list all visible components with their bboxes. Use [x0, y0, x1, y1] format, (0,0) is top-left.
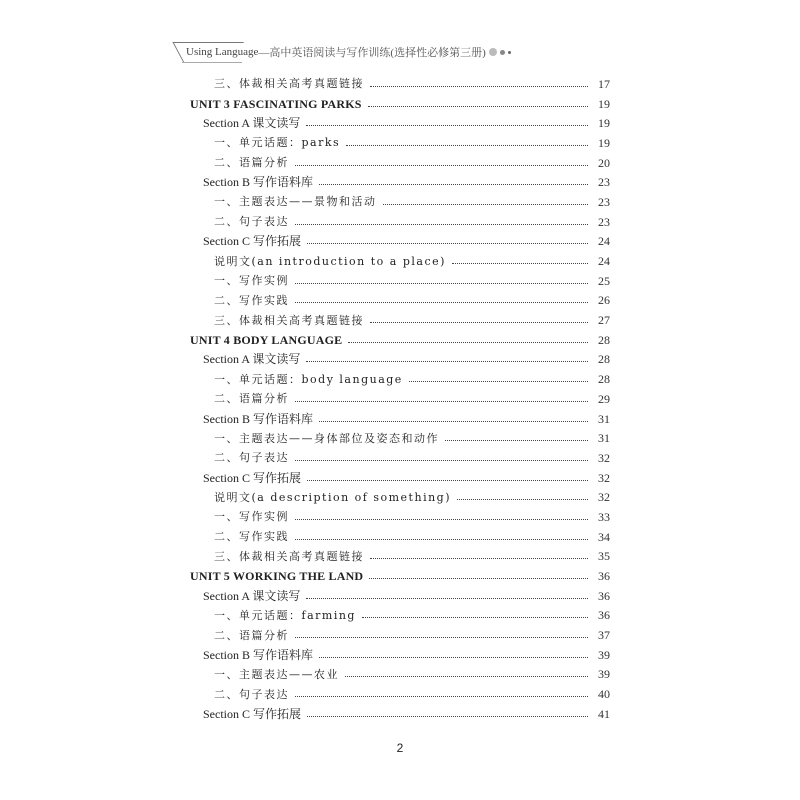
- toc-entry-title: 一、单元话题：body language: [214, 372, 403, 386]
- dot-leader: [295, 223, 588, 225]
- toc-entry-page: 19: [598, 135, 610, 150]
- toc-entry-page: 28: [598, 352, 610, 367]
- toc-entry-title: Section B 写作语料库: [203, 647, 313, 662]
- toc-entry-item[interactable]: [190, 527, 610, 547]
- toc-entry-title: 一、单元话题：parks: [214, 136, 341, 150]
- toc-entry-page: 32: [598, 470, 610, 485]
- toc-entry-unit[interactable]: [190, 94, 610, 114]
- toc-entry-title: 二、句子表达: [214, 687, 289, 701]
- toc-entry-title: 一、主题表达——景物和活动: [214, 195, 377, 209]
- toc-entry-title: Section C 写作拓展: [203, 234, 301, 249]
- series-name: Using Language: [186, 46, 259, 58]
- toc-entry-page: 36: [598, 569, 610, 584]
- toc-entry-item[interactable]: [190, 606, 610, 626]
- toc-entry-page: 31: [598, 411, 610, 426]
- toc-entry-item[interactable]: [190, 133, 610, 153]
- dot-leader: [457, 498, 588, 500]
- book-title: —高中英语阅读与写作训练(选择性必修第三册): [258, 47, 486, 59]
- toc-entry-title: Section A 课文读写: [203, 588, 301, 603]
- toc-entry-title: 二、写作实践: [214, 293, 289, 307]
- toc-entry-item[interactable]: [190, 369, 610, 389]
- dot-leader: [306, 597, 588, 599]
- toc-entry-page: 32: [598, 450, 610, 465]
- dot-leader: [452, 262, 588, 264]
- toc-entry-section[interactable]: [190, 586, 610, 606]
- dot-leader: [307, 715, 588, 717]
- toc-entry-item[interactable]: [190, 291, 610, 311]
- dot-leader: [295, 538, 588, 540]
- toc-entry-title: Section A 课文读写: [203, 352, 301, 367]
- dot-leader: [307, 479, 588, 481]
- dot-leader: [362, 616, 588, 618]
- dot-leader: [319, 656, 588, 658]
- toc-entry-title: 一、单元话题：farming: [214, 608, 356, 622]
- dot-leader: [295, 164, 588, 166]
- dot-leader: [295, 400, 588, 402]
- toc-entry-title: Section B 写作语料库: [203, 411, 313, 426]
- page-number: 2: [396, 741, 404, 755]
- toc-entry-section[interactable]: [190, 113, 610, 133]
- toc-entry-page: 24: [598, 234, 610, 249]
- toc-entry-item[interactable]: [190, 153, 610, 173]
- toc-entry-section[interactable]: [190, 645, 610, 665]
- toc-entry-title: 二、语篇分析: [214, 392, 289, 406]
- dot-icon: [508, 51, 511, 54]
- toc-entry-page: 34: [598, 529, 610, 544]
- toc-entry-item[interactable]: [190, 271, 610, 291]
- toc-entry-title: Section B 写作语料库: [203, 175, 313, 190]
- dot-leader: [295, 301, 588, 303]
- dot-leader: [348, 341, 588, 343]
- dot-leader: [307, 242, 588, 244]
- dot-leader: [445, 439, 588, 441]
- dot-leader: [409, 380, 588, 382]
- dot-leader: [346, 144, 588, 146]
- dot-leader: [345, 675, 588, 677]
- toc-entry-section[interactable]: [190, 350, 610, 370]
- toc-entry-title: Section C 写作拓展: [203, 470, 301, 485]
- header-slant-decoration: [172, 42, 254, 63]
- toc-entry-item[interactable]: [190, 389, 610, 409]
- dot-leader: [370, 321, 588, 323]
- toc-entry-page: 32: [598, 490, 610, 505]
- toc-entry-title: 二、句子表达: [214, 451, 289, 465]
- table-of-contents: [190, 74, 610, 724]
- dot-leader: [370, 85, 588, 87]
- dot-leader: [306, 124, 588, 126]
- toc-entry-title: 一、写作实例: [214, 510, 289, 524]
- toc-entry-page: 37: [598, 628, 610, 643]
- toc-entry-page: 25: [598, 273, 610, 288]
- toc-entry-title: 二、语篇分析: [214, 628, 289, 642]
- toc-entry-page: 31: [598, 431, 610, 446]
- header-underline-decoration: [182, 62, 242, 63]
- toc-entry-title: 三、体裁相关高考真题链接: [214, 549, 364, 563]
- dot-leader: [319, 420, 588, 422]
- toc-entry-title: 二、句子表达: [214, 215, 289, 229]
- toc-entry-page: 23: [598, 214, 610, 229]
- toc-entry-unit[interactable]: [190, 330, 610, 350]
- toc-entry-page: 41: [598, 706, 610, 721]
- toc-entry-page: 36: [598, 588, 610, 603]
- toc-entry-item[interactable]: [190, 665, 610, 685]
- toc-entry-page: 40: [598, 687, 610, 702]
- toc-entry-title: 三、体裁相关高考真题链接: [214, 313, 364, 327]
- toc-entry-page: 28: [598, 372, 610, 387]
- toc-entry-title: 说明文(an introduction to a place): [214, 254, 446, 268]
- toc-entry-item[interactable]: [190, 74, 610, 94]
- toc-entry-title: 二、语篇分析: [214, 156, 289, 170]
- toc-entry-title: UNIT 4 BODY LANGUAGE: [190, 332, 343, 347]
- toc-entry-page: 36: [598, 608, 610, 623]
- toc-entry-page: 39: [598, 647, 610, 662]
- toc-entry-page: 33: [598, 509, 610, 524]
- running-header: [186, 44, 511, 60]
- toc-entry-page: 35: [598, 549, 610, 564]
- toc-entry-item[interactable]: [190, 448, 610, 468]
- dot-leader: [295, 459, 588, 461]
- dot-leader: [295, 518, 588, 520]
- toc-entry-page: 23: [598, 175, 610, 190]
- toc-entry-title: Section A 课文读写: [203, 116, 301, 131]
- header-dots-decoration: [489, 48, 511, 56]
- toc-entry-item[interactable]: [190, 507, 610, 527]
- toc-entry-item[interactable]: [190, 625, 610, 645]
- toc-entry-section[interactable]: [190, 468, 610, 488]
- toc-entry-page: 29: [598, 391, 610, 406]
- dot-leader: [370, 557, 588, 559]
- toc-entry-page: 19: [598, 116, 610, 131]
- dot-leader: [383, 203, 589, 205]
- toc-entry-unit[interactable]: [190, 566, 610, 586]
- dot-leader: [295, 282, 588, 284]
- dot-icon: [500, 50, 505, 55]
- toc-entry-page: 23: [598, 194, 610, 209]
- dot-leader: [306, 360, 588, 362]
- toc-entry-section[interactable]: [190, 232, 610, 252]
- dot-leader: [369, 577, 588, 579]
- toc-entry-page: 39: [598, 667, 610, 682]
- toc-entry-page: 17: [598, 76, 610, 91]
- toc-entry-item[interactable]: [190, 428, 610, 448]
- toc-entry-item[interactable]: [190, 212, 610, 232]
- toc-entry-section[interactable]: [190, 172, 610, 192]
- toc-entry-page: 28: [598, 332, 610, 347]
- toc-entry-item[interactable]: [190, 684, 610, 704]
- dot-leader: [368, 105, 588, 107]
- toc-entry-title: 说明文(a description of something): [214, 490, 452, 504]
- toc-entry-item[interactable]: [190, 487, 610, 507]
- toc-entry-page: 26: [598, 293, 610, 308]
- toc-entry-page: 20: [598, 155, 610, 170]
- toc-entry-title: UNIT 3 FASCINATING PARKS: [190, 96, 362, 111]
- toc-entry-item[interactable]: [190, 251, 610, 271]
- dot-icon: [489, 48, 497, 56]
- dot-leader: [295, 636, 588, 638]
- toc-entry-title: 一、主题表达——农业: [214, 667, 339, 681]
- toc-entry-item[interactable]: [190, 192, 610, 212]
- toc-entry-item[interactable]: [190, 310, 610, 330]
- toc-entry-item[interactable]: [190, 547, 610, 567]
- toc-entry-title: 一、主题表达——身体部位及姿态和动作: [214, 431, 439, 445]
- toc-entry-section[interactable]: [190, 704, 610, 724]
- toc-entry-title: UNIT 5 WORKING THE LAND: [190, 569, 364, 584]
- toc-entry-title: 一、写作实例: [214, 274, 289, 288]
- toc-entry-page: 27: [598, 313, 610, 328]
- dot-leader: [319, 183, 588, 185]
- toc-entry-title: Section C 写作拓展: [203, 706, 301, 721]
- toc-entry-page: 19: [598, 96, 610, 111]
- toc-entry-title: 二、写作实践: [214, 530, 289, 544]
- toc-entry-section[interactable]: [190, 409, 610, 429]
- dot-leader: [295, 695, 588, 697]
- toc-entry-title: 三、体裁相关高考真题链接: [214, 77, 364, 91]
- toc-entry-page: 24: [598, 254, 610, 269]
